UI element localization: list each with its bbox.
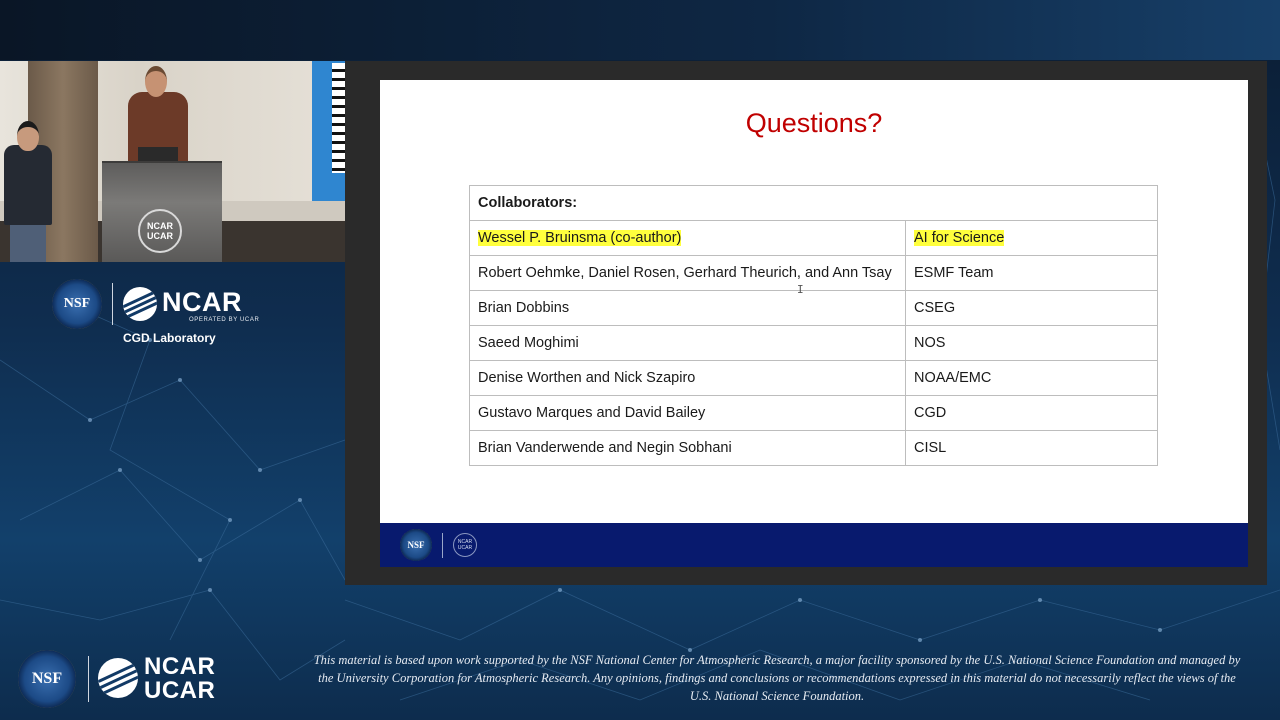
table-row [470,431,1158,466]
text-cursor-icon: I [797,283,804,296]
collaborator-group-cell [906,221,1158,256]
lab-name: CGD Laboratory [123,331,216,345]
ncar-wordmark: NCAR [162,287,242,317]
table-row [470,291,1158,326]
bottom-divider [88,656,89,702]
collaborator-group-cell: ESMF Team [906,256,1158,291]
nsf-seal-icon [18,650,76,708]
speaker-camera-feed [0,61,345,262]
nsf-seal-text: NSF [63,296,91,311]
nsf-seal-icon [400,529,432,561]
ncar-ucar-mini-logo-icon [453,533,477,557]
nsf-seal-icon [52,279,102,329]
mini-logo-line1: NCAR [457,539,473,545]
operated-by-text: OPERATED BY UCAR [189,317,260,323]
table-row [470,396,1158,431]
collaborator-group-cell: NOAA/EMC [906,361,1158,396]
collaborator-group-cell: CSEG [906,291,1158,326]
table-row [470,326,1158,361]
nsf-seal-text: NSF [31,670,63,687]
table-row [470,221,1158,256]
funding-disclaimer: This material is based upon work supported by the NSF National Center for Atmospheric Research, a major facility sponsored by the U.S. National Science Foundation and managed by the University Corporation for Atmospheric Research. Any opinions, findings and conclusions or recommendations expressed in this material do not necessarily reflect the views of the U.S. National Science Foundation. [313,653,1241,703]
attendee-figure [2,121,54,262]
qr-code [332,63,345,173]
collaborator-name-cell: Gustavo Marques and David Bailey [470,396,906,431]
collaborator-name-cell: Brian Vanderwende and Negin Sobhani [470,431,906,466]
collaborator-name-cell: Brian Dobbins [470,291,906,326]
collaborator-name-cell [470,221,906,256]
podium-logo [138,209,182,253]
table-row [470,361,1158,396]
ncar-ucar-wordmark [144,655,215,703]
slide-footer-bar [380,523,1248,567]
brand-divider [112,283,113,325]
collaborator-name-cell: Robert Oehmke, Daniel Rosen, Gerhard Theurich, and Ann Tsay [470,256,906,291]
highlighted-group: AI for Science [914,230,1005,246]
highlighted-name: Wessel P. Bruinsma (co-author) [478,230,682,246]
wordmark-line1: NCAR [144,653,216,680]
footer-divider [442,533,443,558]
presentation-slide [380,80,1248,567]
table-header-cell: Collaborators: [470,186,1158,221]
collaborator-group-cell: CISL [906,431,1158,466]
collaborator-name-cell: Denise Worthen and Nick Szapiro [470,361,906,396]
podium-logo-line1: NCAR [147,221,173,231]
wordmark-line2: UCAR [144,677,216,704]
collaborator-name-cell: Saeed Moghimi [470,326,906,361]
slide-title: Questions? [745,108,883,138]
mini-logo-line2: UCAR [457,545,473,551]
ncar-logo-icon [123,287,157,321]
podium-logo-line2: UCAR [147,231,173,241]
collaborator-group-cell: NOS [906,326,1158,361]
table-row [470,256,1158,291]
table-header-row [470,186,1158,221]
collaborator-group-cell: CGD [906,396,1158,431]
collaborators-table [469,185,1158,466]
ncar-logo-icon [98,658,138,698]
nsf-seal-text: NSF [407,540,425,550]
